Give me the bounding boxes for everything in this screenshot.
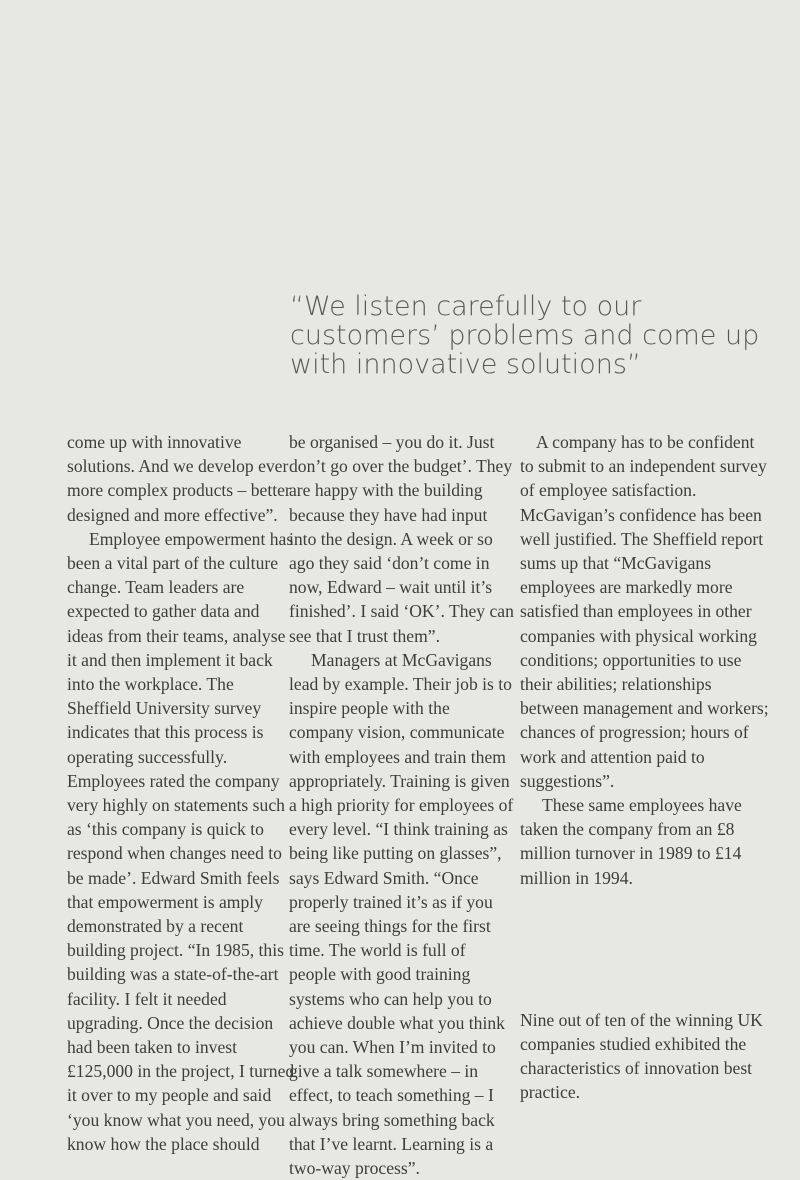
paragraph: These same employees have taken the company from an £8 million turnover in 1989 to £14 million in 1994. [520, 795, 742, 888]
pull-quote: “We listen carefully to our customers’ problems and come up with innovative solutions” [290, 291, 760, 380]
paragraph: Managers at McGavigans lead by example. Their job is to inspire people with the company vision, communicate with employees and train them appropriately. Training is given a high priority for employees of every level. “I think training as being like putting on glasses”, says Edward Smith. “Once properly trained it’s as if you are seeing things for the first time. The world is full of people with good training systems who can help you to achieve double what you think you can. When I’m invited to give a talk somewhere – in effect, to teach something – I always bring something back that I’ve learnt. Learning is a two-way process”. [289, 649, 514, 1179]
text-column-1 [67, 430, 295, 1156]
text-column-3 [520, 430, 770, 1105]
paragraph: be organised – you do it. Just don’t go over the budget’. They are happy with the building because they have had input into the design. A week or so ago they said ‘don’t come in now, Edward – wait until it’s finished’. I said ‘OK’. They can see that I trust them”. [289, 432, 514, 646]
paragraph: Nine out of ten of the winning UK companies studied exhibited the characteristics of innovation best practice. [520, 1009, 763, 1103]
text-column-2 [289, 430, 514, 1180]
paragraph: come up with innovative solutions. And we develop ever more complex products – better designed and more effective”. [67, 432, 291, 525]
paragraph: Employee empowerment has been a vital part of the culture change. Team leaders are expected to gather data and ideas from their teams, analyse it and then implement it back into the workplace. The Sheffield University survey indicates that this process is operating successfully. Employees rated the company very highly on statements such as ‘this company is quick to respond when changes need to be made’. Edward Smith feels that empowerment is amply demonstrated by a recent building project. “In 1985, this building was a state-of-the-art facility. I felt it needed upgrading. Once the decision had been taken to invest £125,000 in the project, I turned it over to my people and said ‘you know what you need, you know how the place should [67, 528, 295, 1154]
paragraph: A company has to be confident to submit to an independent survey of employee satisfaction. McGavigan’s confidence has been well justified. The Sheffield report sums up that “McGavigans employees are markedly more satisfied than employees in other companies with physical working conditions; opportunities to use their abilities; relationships between management and workers; chances of progression; hours of work and attention paid to suggestions”. [520, 432, 769, 791]
